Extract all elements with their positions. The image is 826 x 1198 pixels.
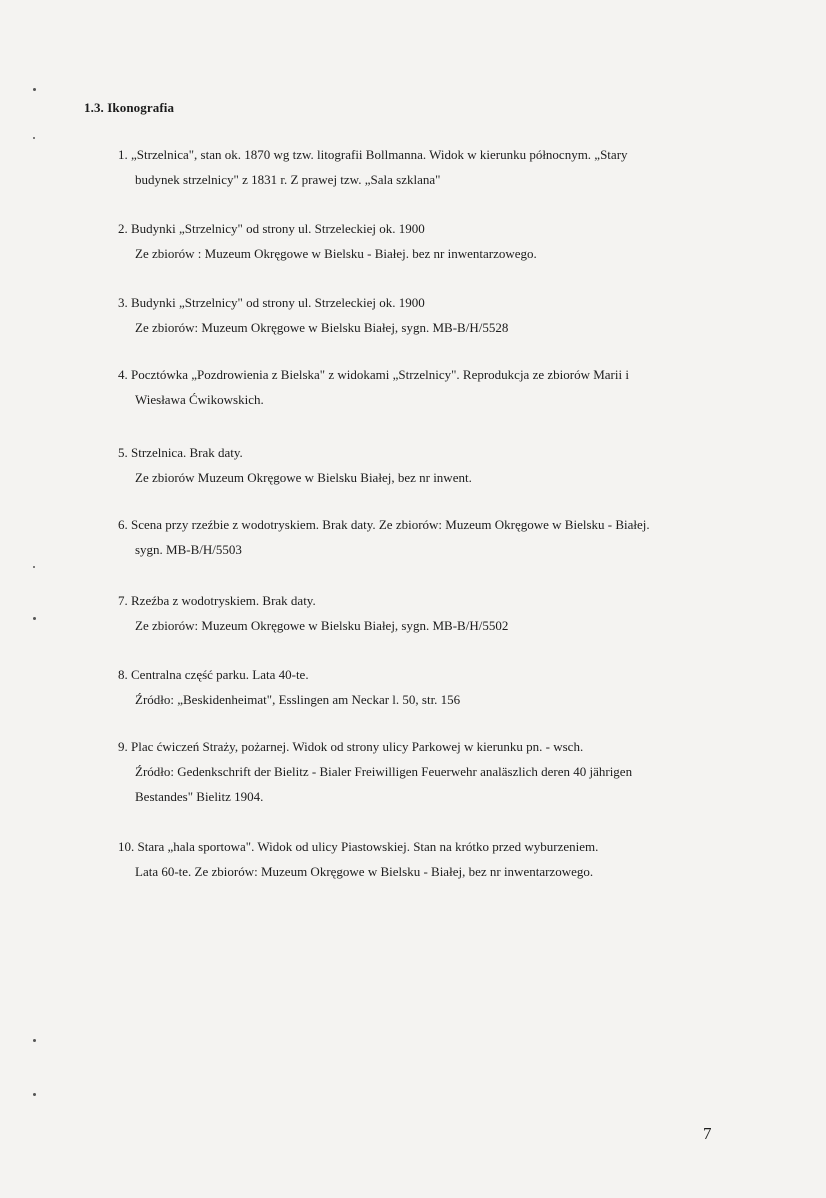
entry-7-line-2: Ze zbiorów: Muzeum Okręgowe w Bielsku Białej, sygn. MB-B/H/5502 [135,618,509,633]
entry-2-line-1: 2. Budynki „Strzelnicy" od strony ul. Strzeleckiej ok. 1900 [118,221,425,236]
entry-4-line-1: 4. Pocztówka „Pozdrowienia z Bielska" z widokami „Strzelnicy". Reprodukcja ze zbiorów Marii i [118,367,629,382]
scan-speck [33,137,35,139]
entry-7-line-1: 7. Rzeźba z wodotryskiem. Brak daty. [118,593,316,608]
entry-6-line-2: sygn. MB-B/H/5503 [135,542,242,557]
list-item [118,588,508,638]
list-item [118,440,472,490]
entry-9-line-1: 9. Plac ćwiczeń Straży, pożarnej. Widok od strony ulicy Parkowej w kierunku pn. - wsch. [118,739,584,754]
scan-speck [33,1039,36,1042]
entry-5-line-1: 5. Strzelnica. Brak daty. [118,445,243,460]
entry-4-line-2: Wiesława Ćwikowskich. [135,392,264,407]
list-item [118,142,628,192]
scan-speck [33,1093,36,1096]
scan-speck [33,617,36,620]
entry-1-line-2: budynek strzelnicy" z 1831 r. Z prawej tzw. „Sala szklana" [135,172,441,187]
entry-8-line-2: Źródło: „Beskidenheimat", Esslingen am Neckar l. 50, str. 156 [135,692,461,707]
entry-1-line-1: 1. „Strzelnica", stan ok. 1870 wg tzw. litografii Bollmanna. Widok w kierunku północnym. „Stary [118,147,628,162]
page-number: 7 [703,1124,712,1143]
entry-5-line-2: Ze zbiorów Muzeum Okręgowe w Bielsku Białej, bez nr inwent. [135,470,472,485]
list-item [118,362,629,412]
entry-9-line-3: Bestandes" Bielitz 1904. [135,789,264,804]
entry-9-line-2: Źródło: Gedenkschrift der Bielitz - Bialer Freiwilligen Feuerwehr analäszlich deren 40 jährigen [135,764,633,779]
entry-3-line-2: Ze zbiorów: Muzeum Okręgowe w Bielsku Białej, sygn. MB-B/H/5528 [135,320,509,335]
list-item [118,290,508,340]
entry-10-line-1: 10. Stara „hala sportowa". Widok od ulicy Piastowskiej. Stan na krótko przed wyburzeniem. [118,839,599,854]
list-item [118,734,632,809]
scan-speck [33,88,36,91]
list-item [118,216,537,266]
scan-speck [33,566,35,568]
entry-2-line-2: Ze zbiorów : Muzeum Okręgowe w Bielsku - Białej. bez nr inwentarzowego. [135,246,537,261]
entry-8-line-1: 8. Centralna część parku. Lata 40-te. [118,667,309,682]
entry-3-line-1: 3. Budynki „Strzelnicy" od strony ul. Strzeleckiej ok. 1900 [118,295,425,310]
list-item [118,512,650,562]
list-item [118,834,598,884]
section-title: 1.3. Ikonografia [84,100,175,115]
list-item [118,662,460,712]
entry-10-line-2: Lata 60-te. Ze zbiorów: Muzeum Okręgowe w Bielsku - Białej, bez nr inwentarzowego. [135,864,594,879]
entry-6-line-1: 6. Scena przy rzeźbie z wodotryskiem. Brak daty. Ze zbiorów: Muzeum Okręgowe w Bielsku - Białej. [118,517,650,532]
